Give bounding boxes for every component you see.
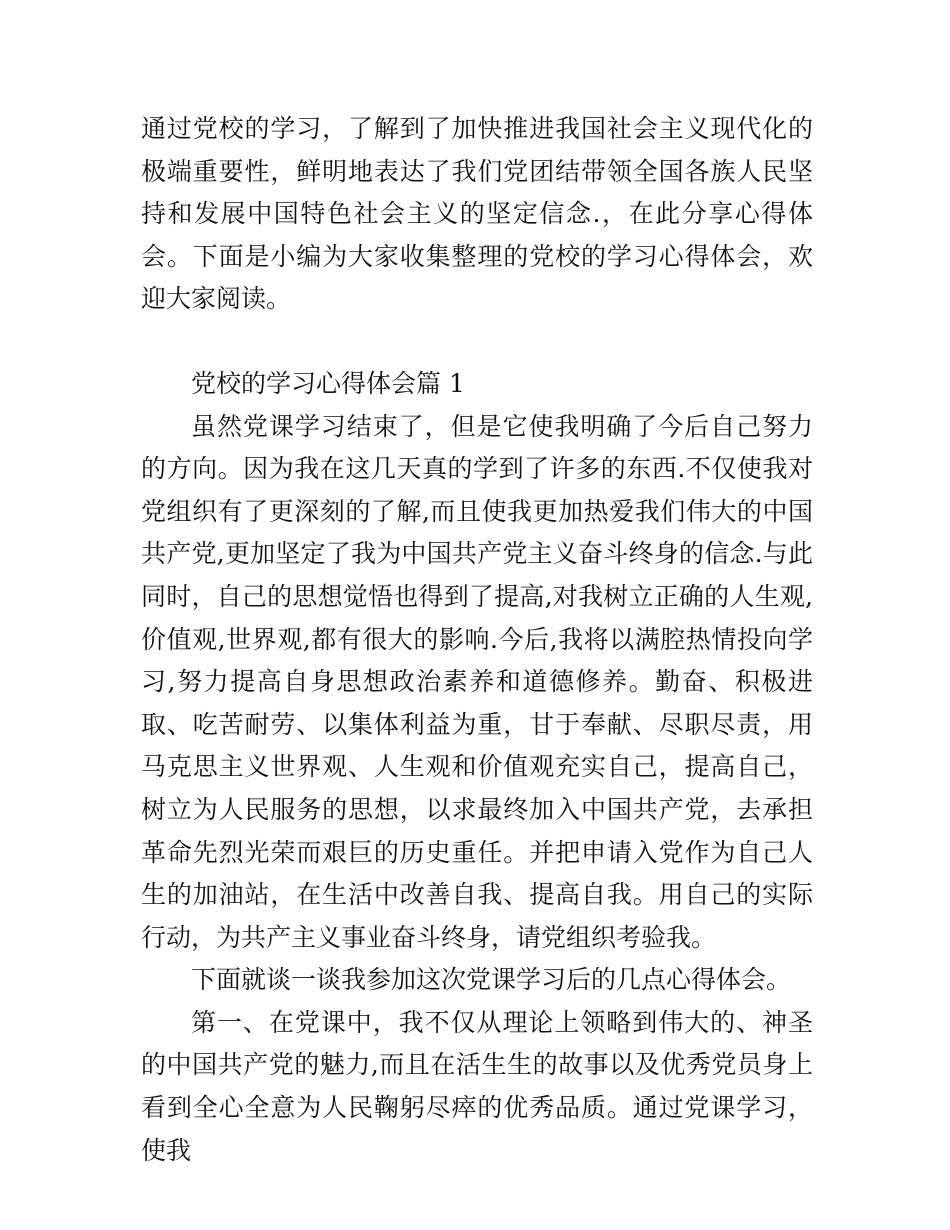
intro-paragraph: 通过党校的学习，了解到了加快推进我国社会主义现代化的极端重要性，鲜明地表达了我们党团结带领全国各族人民坚持和发展中国特色社会主义的坚定信念.，在此分享心得体会。下面是小编为大家收集整理的党校的学习心得体会，欢迎大家阅读。 xyxy=(141,114,813,314)
body-paragraph-2: 下面就谈一谈我参加这次党课学习后的几点心得体会。 xyxy=(191,965,792,995)
section-heading: 党校的学习心得体会篇 1 xyxy=(191,368,465,398)
body-paragraph-1: 虽然党课学习结束了，但是它使我明确了今后自己努力的方向。因为我在这几天真的学到了许多的东西.不仅使我对党组织有了更深刻的了解,而且使我更加热爱我们伟大的中国共产党,更加坚定了我为中国共产党主义奋斗终身的信念.与此同时，自己的思想觉悟也得到了提高,对我树立正确的人生观,价值观,世界观,都有很大的影响.今后,我将以满腔热情投向学习,努力提高自身思想政治素养和道德修养。勤奋、积极进取、吃苦耐劳、以集体利益为重，甘于奉献、尽职尽责，用马克思主义世界观、人生观和价值观充实自己，提高自己，树立为人民服务的思想，以求最终加入中国共产党，去承担革命先烈光荣而艰巨的历史重任。并把申请入党作为自己人生的加油站，在生活中改善自我、提高自我。用自己的实际行动，为共产主义事业奋斗终身，请党组织考验我。 xyxy=(141,411,813,952)
document-body xyxy=(141,108,813,1172)
body-paragraph-3: 第一、在党课中，我不仅从理论上领略到伟大的、神圣的中国共产党的魅力,而且在活生生的故事以及优秀党员身上看到全心全意为人民鞠躬尽瘁的优秀品质。通过党课学习，使我 xyxy=(141,1007,813,1165)
